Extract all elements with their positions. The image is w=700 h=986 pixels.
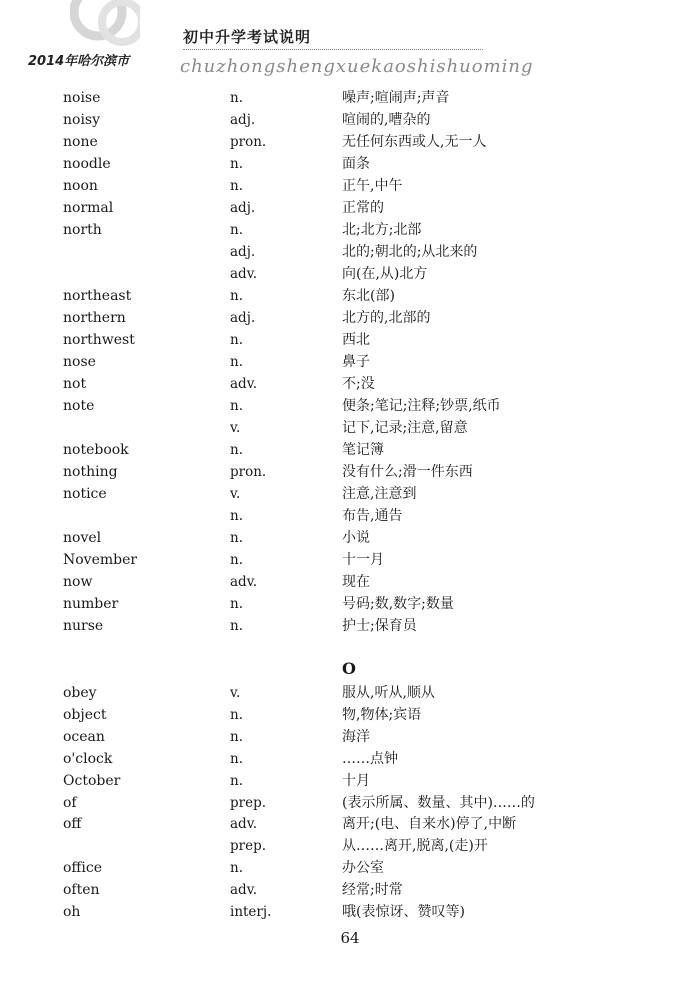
entry-meaning: 鼻子: [342, 354, 370, 370]
entry-word: ocean: [63, 728, 105, 745]
vocabulary-entry: [0, 87, 700, 109]
entry-word: o'clock: [63, 750, 113, 767]
vocabulary-entry: [0, 682, 700, 704]
entry-word: November: [63, 552, 138, 568]
vocabulary-entry: [0, 373, 700, 395]
vocabulary-entry: [0, 263, 700, 285]
vocabulary-entry: [0, 792, 700, 814]
vocabulary-entry: [0, 483, 700, 505]
vocabulary-entry: [0, 748, 700, 770]
vocabulary-entry: [0, 461, 700, 483]
entry-part-of-speech: v.: [230, 420, 241, 436]
entry-part-of-speech: interj.: [230, 904, 272, 920]
entry-meaning: 无任何东西或人,无一人: [342, 134, 487, 150]
entry-part-of-speech: n.: [230, 222, 243, 238]
vocabulary-entry: [0, 549, 700, 571]
entry-meaning: 小说: [342, 530, 370, 546]
entry-part-of-speech: v.: [230, 685, 241, 701]
entry-word: often: [63, 882, 100, 899]
entry-word: nurse: [63, 618, 104, 634]
entry-word: noon: [63, 178, 98, 194]
entry-meaning: (表示所属、数量、其中)……的: [342, 794, 535, 811]
entry-part-of-speech: n.: [230, 530, 243, 546]
entry-word: noisy: [63, 112, 101, 128]
entry-meaning: 向(在,从)北方: [342, 266, 428, 282]
entry-word: number: [63, 596, 119, 612]
entry-word: northern: [63, 310, 126, 326]
entry-meaning: 物,物体;宾语: [342, 706, 422, 723]
entry-part-of-speech: n.: [230, 442, 243, 458]
vocabulary-entry: [0, 704, 700, 726]
entry-word: noodle: [63, 156, 111, 172]
entry-word: northwest: [63, 332, 135, 348]
entry-word: oh: [63, 904, 81, 920]
vocabulary-entry: [0, 153, 700, 175]
vocabulary-entry: [0, 571, 700, 593]
entry-part-of-speech: adj.: [230, 200, 256, 216]
entry-part-of-speech: prep.: [230, 838, 267, 855]
entry-part-of-speech: n.: [230, 706, 243, 723]
entry-word: none: [63, 134, 98, 150]
entry-meaning: 十一月: [342, 552, 384, 568]
vocabulary-entry: [0, 835, 700, 857]
entry-part-of-speech: prep.: [230, 794, 267, 811]
entry-word: now: [63, 574, 93, 590]
entry-word: note: [63, 398, 95, 414]
entry-meaning: ……点钟: [342, 750, 398, 767]
entry-word: novel: [63, 530, 102, 546]
vocabulary-entry: [0, 197, 700, 219]
entry-meaning: 北的;朝北的;从北来的: [342, 244, 478, 260]
vocabulary-entry: [0, 417, 700, 439]
entry-word: nothing: [63, 464, 118, 480]
vocabulary-entry: [0, 109, 700, 131]
entry-part-of-speech: n.: [230, 90, 243, 106]
entry-part-of-speech: n.: [230, 618, 243, 634]
vocabulary-entry: [0, 285, 700, 307]
vocabulary-entry: [0, 813, 700, 835]
entry-meaning: 北;北方;北部: [342, 222, 422, 238]
entry-meaning: 东北(部): [342, 288, 395, 304]
entry-part-of-speech: n.: [230, 552, 243, 568]
entry-meaning: 噪声;喧闹声;声音: [342, 90, 450, 106]
entry-part-of-speech: n.: [230, 332, 243, 348]
entry-meaning: 正午,中午: [342, 178, 403, 194]
vocabulary-entry: [0, 329, 700, 351]
entry-meaning: 喧闹的,嘈杂的: [342, 112, 431, 128]
entry-part-of-speech: v.: [230, 486, 241, 502]
entry-part-of-speech: adv.: [230, 882, 258, 899]
vocabulary-entry: [0, 901, 700, 923]
entry-part-of-speech: n.: [230, 772, 243, 789]
entry-part-of-speech: n.: [230, 354, 243, 370]
entry-part-of-speech: n.: [230, 288, 243, 304]
entry-part-of-speech: adj.: [230, 310, 256, 326]
entry-part-of-speech: adj.: [230, 244, 256, 260]
header-divider: [183, 49, 483, 50]
entry-meaning: 十月: [342, 772, 370, 789]
entry-meaning: 北方的,北部的: [342, 310, 431, 326]
section-letter-o: O: [342, 659, 356, 678]
entry-meaning: 护士;保育员: [342, 618, 417, 634]
entry-part-of-speech: n.: [230, 750, 243, 767]
entry-word: north: [63, 222, 102, 238]
entry-meaning: 现在: [342, 574, 370, 590]
entry-meaning: 号码;数,数字;数量: [342, 596, 454, 612]
entry-word: obey: [63, 685, 97, 701]
entry-part-of-speech: n.: [230, 596, 243, 612]
entry-word: October: [63, 772, 121, 789]
entry-part-of-speech: n.: [230, 178, 243, 194]
entry-part-of-speech: adj.: [230, 112, 256, 128]
entry-meaning: 从……离开,脱离,(走)开: [342, 838, 488, 855]
entry-meaning: 笔记簿: [342, 442, 384, 458]
entry-word: not: [63, 376, 87, 392]
entry-meaning: 办公室: [342, 860, 384, 877]
entry-meaning: 哦(表惊讶、赞叹等): [342, 904, 465, 920]
vocabulary-entry: [0, 527, 700, 549]
year-city-label: 2014年哈尔滨市: [28, 54, 130, 69]
entry-word: normal: [63, 200, 114, 216]
vocabulary-entry: [0, 770, 700, 792]
entry-word: notice: [63, 486, 107, 502]
vocabulary-entry: [0, 593, 700, 615]
entry-word: of: [63, 794, 77, 811]
entry-part-of-speech: adv.: [230, 376, 258, 392]
pinyin-subtitle: chuzhongshengxuekaoshishuoming: [180, 56, 534, 77]
entry-part-of-speech: n.: [230, 860, 243, 877]
entry-part-of-speech: n.: [230, 728, 243, 745]
entry-meaning: 面条: [342, 156, 370, 172]
entry-meaning: 海洋: [342, 728, 370, 745]
entry-meaning: 服从,听从,顺从: [342, 685, 435, 701]
entry-meaning: 西北: [342, 332, 370, 348]
entry-word: off: [63, 816, 82, 833]
book-title: 初中升学考试说明: [183, 28, 312, 46]
vocabulary-entry: [0, 395, 700, 417]
vocabulary-entry: [0, 175, 700, 197]
vocabulary-entry: [0, 879, 700, 901]
entry-word: notebook: [63, 442, 129, 458]
vocabulary-entry: [0, 615, 700, 637]
vocabulary-entry: [0, 726, 700, 748]
page-header: [0, 0, 700, 90]
entry-word: object: [63, 706, 107, 723]
entry-part-of-speech: n.: [230, 156, 243, 172]
vocabulary-entry: [0, 505, 700, 527]
entry-part-of-speech: n.: [230, 398, 243, 414]
entry-part-of-speech: adv.: [230, 816, 258, 833]
entry-part-of-speech: pron.: [230, 464, 267, 480]
entry-meaning: 注意,注意到: [342, 486, 417, 502]
vocabulary-entry: [0, 219, 700, 241]
entry-meaning: 不;没: [342, 376, 375, 392]
entry-word: office: [63, 860, 102, 877]
entry-part-of-speech: adv.: [230, 574, 258, 590]
entry-meaning: 记下,记录;注意,留意: [342, 420, 468, 436]
vocabulary-entry: [0, 351, 700, 373]
entry-part-of-speech: n.: [230, 508, 243, 524]
vocabulary-entry: [0, 439, 700, 461]
entry-meaning: 没有什么;滑一件东西: [342, 464, 473, 480]
entry-meaning: 离开;(电、自来水)停了,中断: [342, 816, 517, 833]
entry-meaning: 经常;时常: [342, 882, 403, 899]
entry-word: noise: [63, 90, 101, 106]
vocabulary-entry: [0, 307, 700, 329]
entry-meaning: 便条;笔记;注释;钞票,纸币: [342, 398, 501, 414]
entry-meaning: 正常的: [342, 200, 384, 216]
entry-part-of-speech: adv.: [230, 266, 258, 282]
entry-word: northeast: [63, 288, 132, 304]
vocabulary-entry: [0, 131, 700, 153]
page-number: 64: [340, 929, 360, 947]
entry-word: nose: [63, 354, 96, 370]
vocabulary-entry: [0, 857, 700, 879]
vocabulary-entry: [0, 241, 700, 263]
entry-part-of-speech: pron.: [230, 134, 267, 150]
entry-meaning: 布告,通告: [342, 508, 403, 524]
